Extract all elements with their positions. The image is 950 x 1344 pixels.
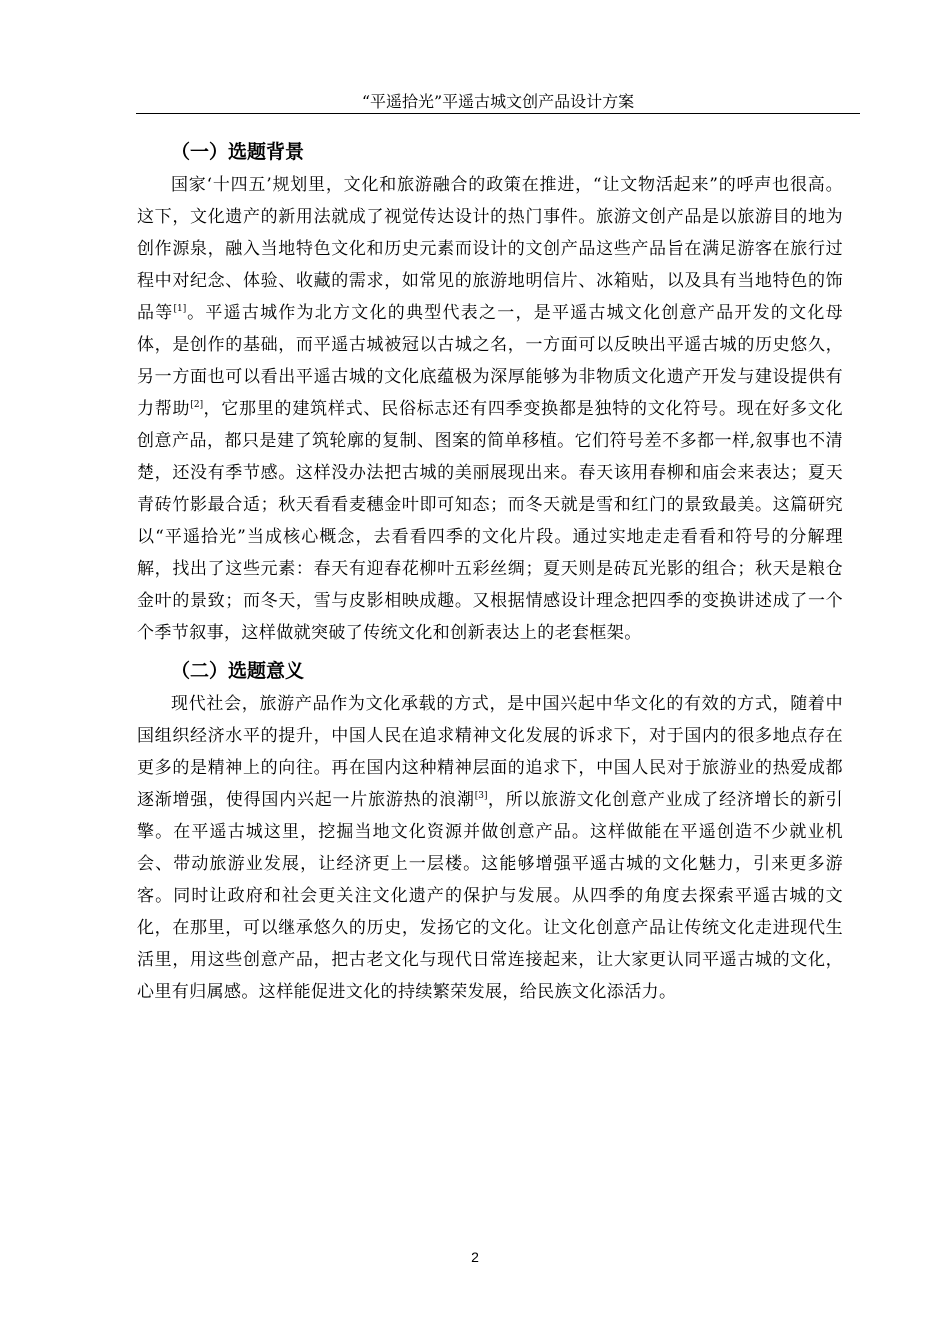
page-number: 2 [471, 1249, 479, 1265]
citation-ref: [3] [474, 791, 488, 801]
paragraph-text: 现代社会，旅游产品作为文化承载的方式，是中国兴起中华文化的有效的方式，随着中国组织经济水平的提升，中国人民在追求精神文化发展的诉求下，对于国内的很多地点存在更多的是精神上的向往。再在国内这种精神层面的追求下，中国人民对于旅游业的热爱成都逐渐增强，使得国内兴起一片旅游热的浪潮 [137, 694, 843, 810]
section-heading: （二）选题意义 [171, 660, 305, 682]
document-body [137, 136, 843, 1008]
body-paragraph [137, 688, 843, 1008]
citation-ref: [1] [173, 304, 187, 314]
section-significance [137, 655, 843, 1008]
section-background [137, 136, 843, 649]
running-header: “平遥拾光”平遥古城文创产品设计方案 [361, 92, 635, 111]
citation-ref: [2] [190, 400, 204, 410]
paragraph-text: ，所以旅游文化创意产业成了经济增长的新引擎。在平遥古城这里，挖掘当地文化资源并做创意产品。这样做能在平遥创造不少就业机会、带动旅游业发展，让经济更上一层楼。这能够增强平遥古城的文化魅力，引来更多游客。同时让政府和社会更关注文化遗产的保护与发展。从四季的角度去探索平遥古城的文化，在那里，可以继承悠久的历史，发扬它的文化。让文化创意产品让传统文化走进现代生活里，用这些创意产品，把古老文化与现代日常连接起来，让大家更认同平遥古城的文化，心里有归属感。这样能促进文化的持续繁荣发展，给民族文化添活力。 [137, 790, 843, 1002]
paragraph-text: ，它那里的建筑样式、民俗标志还有四季变换都是独特的文化符号。现在好多文化创意产品，都只是建了筑轮廓的复制、图案的简单移植。它们符号差不多都一样,叙事也不清楚，还没有季节感。这样没办法把古城的美丽展现出来。春天该用春柳和庙会来表达；夏天青砖竹影最合适；秋天看看麦穗金叶即可知态；而冬天就是雪和红门的景致最美。这篇研究以“平遥拾光”当成核心概念，去看看四季的文化片段。通过实地走走看看和符号的分解理解，找出了这些元素：春天有迎春花柳叶五彩丝绸；夏天则是砖瓦光影的组合；秋天是粮仓金叶的景致；而冬天，雪与皮影相映成趣。又根据情感设计理念把四季的变换讲述成了一个个季节叙事，这样做就突破了传统文化和创新表达上的老套框架。 [137, 399, 843, 643]
section-heading: （一）选题背景 [171, 141, 305, 163]
header-rule [136, 113, 860, 114]
paragraph-text: 。平遥古城作为北方文化的典型代表之一，是平遥古城文化创意产品开发的文化母体，是创作的基础，而平遥古城被冠以古城之名，一方面可以反映出平遥古城的历史悠久，另一方面也可以看出平遥古城的文化底蕴极为深厚能够为非物质文化遗产开发与建设提供有力帮助 [137, 303, 843, 419]
paragraph-text: 国家‘十四五’规划里，文化和旅游融合的政策在推进，“让文物活起来”的呼声也很高。这下，文化遗产的新用法就成了视觉传达设计的热门事件。旅游文创产品是以旅游目的地为创作源泉，融入当地特色文化和历史元素而设计的文创产品这些产品旨在满足游客在旅行过程中对纪念、体验、收藏的需求，如常见的旅游地明信片、冰箱贴，以及具有当地特色的饰品等 [137, 175, 843, 323]
body-paragraph [137, 169, 843, 649]
